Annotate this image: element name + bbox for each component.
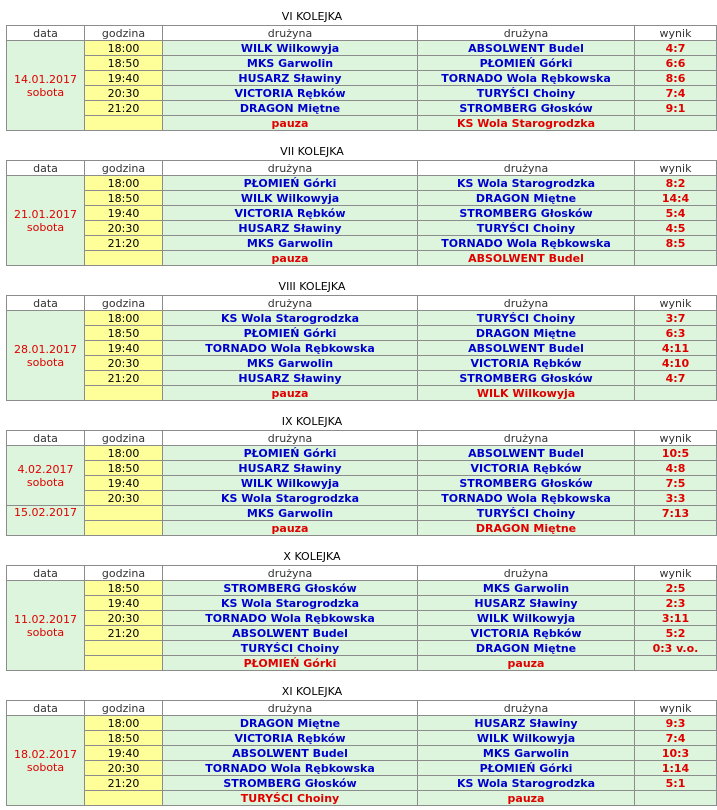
match-hour: 20:30 xyxy=(85,356,163,371)
team-home: pauza xyxy=(163,116,418,131)
match-score xyxy=(635,386,717,401)
match-hour: 21:20 xyxy=(85,371,163,386)
match-row xyxy=(7,776,717,791)
match-hour: 19:40 xyxy=(85,341,163,356)
header-result: wynik xyxy=(635,701,717,716)
header-result: wynik xyxy=(635,26,717,41)
header-team-away: drużyna xyxy=(418,296,635,311)
team-away: DRAGON Miętne xyxy=(418,326,635,341)
team-home: PŁOMIEŃ Górki xyxy=(163,176,418,191)
day-name: sobota xyxy=(26,625,65,639)
round-title: VIII KOLEJKA xyxy=(278,280,346,293)
header-hour: godzina xyxy=(85,26,163,41)
match-row xyxy=(7,491,717,506)
team-home: pauza xyxy=(163,386,418,401)
team-home: WILK Wilkowyja xyxy=(163,191,418,206)
header-team-away: drużyna xyxy=(418,26,635,41)
team-home: HUSARZ Sławiny xyxy=(163,371,418,386)
header-team-home: drużyna xyxy=(163,701,418,716)
match-row xyxy=(7,191,717,206)
match-row xyxy=(7,761,717,776)
team-away: DRAGON Miętne xyxy=(418,191,635,206)
match-hour: 18:50 xyxy=(85,56,163,71)
match-row xyxy=(7,731,717,746)
match-hour: 18:00 xyxy=(85,446,163,461)
team-home: STROMBERG Głosków xyxy=(163,581,418,596)
team-home: HUSARZ Sławiny xyxy=(163,221,418,236)
team-away: STROMBERG Głosków xyxy=(418,101,635,116)
header-team-home: drużyna xyxy=(163,296,418,311)
header-team-home: drużyna xyxy=(163,26,418,41)
team-away: HUSARZ Sławiny xyxy=(418,716,635,731)
match-row xyxy=(7,86,717,101)
match-row xyxy=(7,656,717,671)
team-away: KS Wola Starogrodzka xyxy=(418,776,635,791)
match-score: 4:10 xyxy=(635,356,717,371)
match-score: 7:4 xyxy=(635,86,717,101)
team-home: DRAGON Miętne xyxy=(163,716,418,731)
match-hour: 18:00 xyxy=(85,41,163,56)
match-row xyxy=(7,371,717,386)
team-home: PŁOMIEŃ Górki xyxy=(163,446,418,461)
team-away: KS Wola Starogrodzka xyxy=(418,176,635,191)
match-score: 10:3 xyxy=(635,746,717,761)
match-hour: 18:50 xyxy=(85,461,163,476)
team-away: STROMBERG Głosków xyxy=(418,476,635,491)
match-hour: 18:00 xyxy=(85,716,163,731)
team-home: KS Wola Starogrodzka xyxy=(163,596,418,611)
match-row xyxy=(7,581,717,596)
header-hour: godzina xyxy=(85,431,163,446)
team-home: MKS Garwolin xyxy=(163,506,418,521)
team-home: VICTORIA Rębków xyxy=(163,86,418,101)
team-home: KS Wola Starogrodzka xyxy=(163,491,418,506)
header-team-home: drużyna xyxy=(163,431,418,446)
match-row xyxy=(7,41,717,56)
header-row xyxy=(7,431,717,446)
match-score: 9:1 xyxy=(635,101,717,116)
match-score: 14:4 xyxy=(635,191,717,206)
team-home: pauza xyxy=(163,251,418,266)
header-hour: godzina xyxy=(85,701,163,716)
match-row xyxy=(7,356,717,371)
day-name: sobota xyxy=(26,355,65,369)
match-hour: 18:50 xyxy=(85,191,163,206)
match-score xyxy=(635,116,717,131)
team-away: MKS Garwolin xyxy=(418,581,635,596)
match-hour xyxy=(85,656,163,671)
team-away: ABSOLWENT Budel xyxy=(418,446,635,461)
match-date xyxy=(7,716,85,806)
team-home: VICTORIA Rębków xyxy=(163,731,418,746)
match-row xyxy=(7,641,717,656)
match-hour: 19:40 xyxy=(85,596,163,611)
match-hour xyxy=(85,116,163,131)
match-hour: 20:30 xyxy=(85,611,163,626)
match-score: 4:5 xyxy=(635,221,717,236)
match-row xyxy=(7,116,717,131)
match-hour: 18:00 xyxy=(85,176,163,191)
header-hour: godzina xyxy=(85,566,163,581)
match-row xyxy=(7,101,717,116)
match-row xyxy=(7,521,717,536)
match-hour: 20:30 xyxy=(85,221,163,236)
match-row xyxy=(7,611,717,626)
team-away: VICTORIA Rębków xyxy=(418,356,635,371)
header-row xyxy=(7,296,717,311)
match-row xyxy=(7,506,717,521)
match-score: 8:6 xyxy=(635,71,717,86)
team-away: HUSARZ Sławiny xyxy=(418,596,635,611)
header-row xyxy=(7,26,717,41)
team-home: TURYŚCI Choiny xyxy=(163,641,418,656)
match-score xyxy=(635,791,717,806)
match-hour: 21:20 xyxy=(85,776,163,791)
header-result: wynik xyxy=(635,296,717,311)
round-table xyxy=(6,25,717,131)
match-row xyxy=(7,206,717,221)
team-home: WILK Wilkowyja xyxy=(163,476,418,491)
match-score xyxy=(635,521,717,536)
header-date: data xyxy=(7,161,85,176)
match-score: 5:2 xyxy=(635,626,717,641)
match-score: 4:7 xyxy=(635,41,717,56)
header-team-home: drużyna xyxy=(163,566,418,581)
team-away: TURYŚCI Choiny xyxy=(418,311,635,326)
match-hour xyxy=(85,386,163,401)
header-hour: godzina xyxy=(85,161,163,176)
team-away: DRAGON Miętne xyxy=(418,641,635,656)
team-home: STROMBERG Głosków xyxy=(163,776,418,791)
header-date: data xyxy=(7,296,85,311)
match-score: 4:8 xyxy=(635,461,717,476)
match-row xyxy=(7,176,717,191)
team-home: PŁOMIEŃ Górki xyxy=(163,656,418,671)
match-hour: 19:40 xyxy=(85,746,163,761)
team-home: PŁOMIEŃ Górki xyxy=(163,326,418,341)
header-date: data xyxy=(7,26,85,41)
match-hour: 18:50 xyxy=(85,326,163,341)
match-hour xyxy=(85,251,163,266)
match-score: 7:13 xyxy=(635,506,717,521)
match-date xyxy=(7,506,85,536)
team-away: WILK Wilkowyja xyxy=(418,611,635,626)
team-away: pauza xyxy=(418,791,635,806)
match-hour: 18:50 xyxy=(85,581,163,596)
match-hour xyxy=(85,791,163,806)
header-team-away: drużyna xyxy=(418,161,635,176)
team-away: ABSOLWENT Budel xyxy=(418,251,635,266)
date-value: 15.02.2017 xyxy=(14,506,77,519)
match-row xyxy=(7,71,717,86)
team-away: DRAGON Miętne xyxy=(418,521,635,536)
team-away: ABSOLWENT Budel xyxy=(418,341,635,356)
match-score: 2:5 xyxy=(635,581,717,596)
team-away: VICTORIA Rębków xyxy=(418,626,635,641)
match-score: 5:1 xyxy=(635,776,717,791)
team-home: ABSOLWENT Budel xyxy=(163,746,418,761)
match-date xyxy=(7,581,85,671)
round-title: VII KOLEJKA xyxy=(280,145,344,158)
match-hour: 20:30 xyxy=(85,761,163,776)
match-date xyxy=(7,311,85,401)
team-home: TURYŚCI Choiny xyxy=(163,791,418,806)
team-away: STROMBERG Głosków xyxy=(418,206,635,221)
day-name: sobota xyxy=(26,220,65,234)
date-value: 28.01.2017 xyxy=(14,342,77,356)
team-home: MKS Garwolin xyxy=(163,236,418,251)
match-score: 10:5 xyxy=(635,446,717,461)
header-date: data xyxy=(7,701,85,716)
team-away: TORNADO Wola Rębkowska xyxy=(418,491,635,506)
match-row xyxy=(7,791,717,806)
team-away: STROMBERG Głosków xyxy=(418,371,635,386)
round-table xyxy=(6,700,717,806)
match-row xyxy=(7,746,717,761)
team-away: TURYŚCI Choiny xyxy=(418,86,635,101)
team-away: WILK Wilkowyja xyxy=(418,386,635,401)
header-hour: godzina xyxy=(85,296,163,311)
team-away: TURYŚCI Choiny xyxy=(418,221,635,236)
team-away: pauza xyxy=(418,656,635,671)
match-hour: 19:40 xyxy=(85,71,163,86)
team-away: WILK Wilkowyja xyxy=(418,731,635,746)
header-row xyxy=(7,566,717,581)
round-table xyxy=(6,565,717,671)
team-away: KS Wola Starogrodzka xyxy=(418,116,635,131)
match-hour: 21:20 xyxy=(85,101,163,116)
match-date xyxy=(7,41,85,131)
match-row xyxy=(7,326,717,341)
header-date: data xyxy=(7,566,85,581)
team-home: TORNADO Wola Rębkowska xyxy=(163,761,418,776)
team-home: WILK Wilkowyja xyxy=(163,41,418,56)
team-home: MKS Garwolin xyxy=(163,356,418,371)
round-table xyxy=(6,160,717,266)
match-row xyxy=(7,446,717,461)
team-away: VICTORIA Rębków xyxy=(418,461,635,476)
match-score: 6:6 xyxy=(635,56,717,71)
header-result: wynik xyxy=(635,431,717,446)
team-home: KS Wola Starogrodzka xyxy=(163,311,418,326)
match-score: 0:3 v.o. xyxy=(635,641,717,656)
round-title: VI KOLEJKA xyxy=(281,10,343,23)
team-home: HUSARZ Sławiny xyxy=(163,461,418,476)
match-score: 7:4 xyxy=(635,731,717,746)
match-row xyxy=(7,716,717,731)
match-hour: 18:50 xyxy=(85,731,163,746)
match-score xyxy=(635,251,717,266)
match-score: 2:3 xyxy=(635,596,717,611)
date-value: 14.01.2017 xyxy=(14,72,77,86)
day-name: sobota xyxy=(26,85,65,99)
match-hour: 21:20 xyxy=(85,626,163,641)
match-hour: 18:00 xyxy=(85,311,163,326)
header-result: wynik xyxy=(635,566,717,581)
match-row xyxy=(7,236,717,251)
team-home: VICTORIA Rębków xyxy=(163,206,418,221)
round-title: XI KOLEJKA xyxy=(281,685,343,698)
match-row xyxy=(7,311,717,326)
header-team-away: drużyna xyxy=(418,701,635,716)
header-date: data xyxy=(7,431,85,446)
match-row xyxy=(7,461,717,476)
match-score: 3:11 xyxy=(635,611,717,626)
match-hour: 21:20 xyxy=(85,236,163,251)
header-row xyxy=(7,161,717,176)
round-title: IX KOLEJKA xyxy=(281,415,343,428)
match-score: 1:14 xyxy=(635,761,717,776)
match-score: 5:4 xyxy=(635,206,717,221)
team-away: PŁOMIEŃ Górki xyxy=(418,761,635,776)
day-name: sobota xyxy=(26,760,65,774)
match-hour: 19:40 xyxy=(85,206,163,221)
date-value: 18.02.2017 xyxy=(14,747,77,761)
team-home: TORNADO Wola Rębkowska xyxy=(163,341,418,356)
date-value: 11.02.2017 xyxy=(14,612,77,626)
team-away: MKS Garwolin xyxy=(418,746,635,761)
match-hour xyxy=(85,506,163,521)
match-hour: 20:30 xyxy=(85,86,163,101)
match-row xyxy=(7,386,717,401)
team-away: PŁOMIEŃ Górki xyxy=(418,56,635,71)
team-away: TORNADO Wola Rębkowska xyxy=(418,236,635,251)
team-home: TORNADO Wola Rębkowska xyxy=(163,611,418,626)
match-score: 8:2 xyxy=(635,176,717,191)
team-away: TORNADO Wola Rębkowska xyxy=(418,71,635,86)
header-team-away: drużyna xyxy=(418,566,635,581)
match-score: 7:5 xyxy=(635,476,717,491)
match-row xyxy=(7,251,717,266)
team-home: HUSARZ Sławiny xyxy=(163,71,418,86)
round-table xyxy=(6,430,717,536)
match-row xyxy=(7,596,717,611)
team-home: pauza xyxy=(163,521,418,536)
round-table xyxy=(6,295,717,401)
team-away: ABSOLWENT Budel xyxy=(418,41,635,56)
match-score: 4:11 xyxy=(635,341,717,356)
match-score: 6:3 xyxy=(635,326,717,341)
header-row xyxy=(7,701,717,716)
match-date xyxy=(7,176,85,266)
date-value: 4.02.2017 xyxy=(17,462,74,476)
match-score: 3:7 xyxy=(635,311,717,326)
match-row xyxy=(7,221,717,236)
day-name: sobota xyxy=(26,475,65,489)
match-hour: 20:30 xyxy=(85,491,163,506)
header-team-away: drużyna xyxy=(418,431,635,446)
match-score: 4:7 xyxy=(635,371,717,386)
team-home: MKS Garwolin xyxy=(163,56,418,71)
round-title: X KOLEJKA xyxy=(283,550,341,563)
match-hour xyxy=(85,641,163,656)
header-result: wynik xyxy=(635,161,717,176)
match-score: 9:3 xyxy=(635,716,717,731)
match-date xyxy=(7,446,85,506)
match-hour xyxy=(85,521,163,536)
match-row xyxy=(7,341,717,356)
match-score: 3:3 xyxy=(635,491,717,506)
match-hour: 19:40 xyxy=(85,476,163,491)
match-row xyxy=(7,476,717,491)
team-away: TURYŚCI Choiny xyxy=(418,506,635,521)
match-score: 8:5 xyxy=(635,236,717,251)
match-score xyxy=(635,656,717,671)
date-value: 21.01.2017 xyxy=(14,207,77,221)
team-home: ABSOLWENT Budel xyxy=(163,626,418,641)
match-row xyxy=(7,56,717,71)
header-team-home: drużyna xyxy=(163,161,418,176)
match-row xyxy=(7,626,717,641)
team-home: DRAGON Miętne xyxy=(163,101,418,116)
